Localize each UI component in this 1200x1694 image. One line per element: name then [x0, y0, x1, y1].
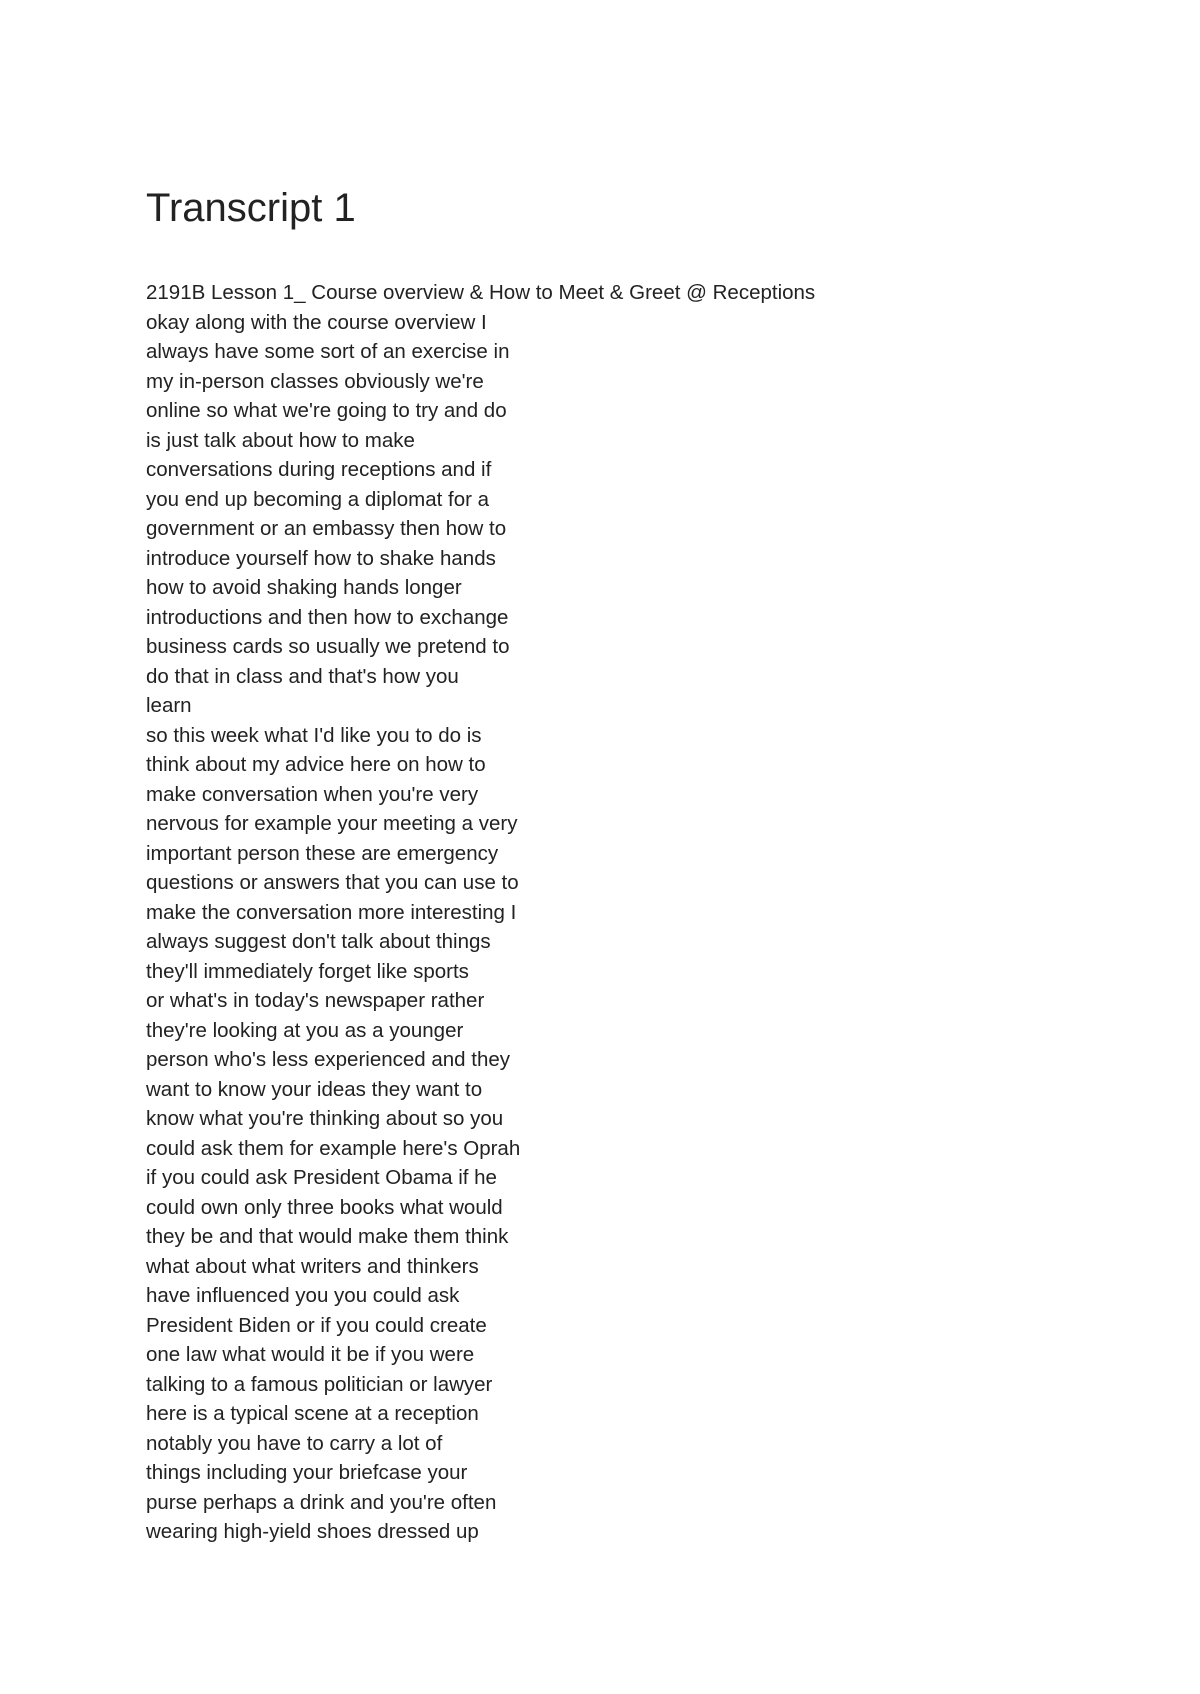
transcript-line: do that in class and that's how you: [146, 664, 459, 688]
transcript-line: introduce yourself how to shake hands: [146, 546, 496, 570]
transcript-line: important person these are emergency: [146, 841, 499, 865]
transcript-line: they'll immediately forget like sports: [146, 959, 469, 983]
transcript-line: make the conversation more interesting I: [146, 900, 517, 924]
transcript-line: wearing high-yield shoes dressed up: [146, 1520, 479, 1543]
transcript-line: introductions and then how to exchange: [146, 605, 509, 629]
transcript-line: conversations during receptions and if: [146, 458, 492, 481]
transcript-line: could ask them for example here's Oprah: [146, 1136, 521, 1160]
transcript-line: could own only three books what would: [146, 1195, 503, 1219]
transcript-line: how to avoid shaking hands longer: [146, 576, 462, 599]
transcript-body: [146, 308, 520, 1547]
transcript-line: learn: [146, 694, 192, 717]
transcript-line: is just talk about how to make: [146, 428, 415, 452]
transcript-line: they be and that would make them think: [146, 1225, 509, 1248]
transcript-line: or what's in today's newspaper rather: [146, 989, 485, 1012]
document-title: Transcript 1: [146, 186, 356, 230]
transcript-line: so this week what I'd like you to do is: [146, 723, 482, 747]
transcript-line: online so what we're going to try and do: [146, 399, 507, 422]
transcript-line: things including your briefcase your: [146, 1461, 468, 1484]
transcript-line: make conversation when you're very: [146, 782, 479, 806]
transcript-line: purse perhaps a drink and you're often: [146, 1490, 497, 1514]
transcript-line: want to know your ideas they want to: [146, 1077, 483, 1101]
lesson-heading: 2191B Lesson 1_ Course overview & How to Meet & Greet @ Receptions: [146, 281, 816, 304]
transcript-line: government or an embassy then how to: [146, 517, 507, 540]
transcript-line: okay along with the course overview I: [146, 310, 487, 334]
transcript-line: have influenced you you could ask: [146, 1284, 460, 1307]
transcript-line: know what you're thinking about so you: [146, 1107, 504, 1130]
transcript-line: they're looking at you as a younger: [146, 1018, 464, 1042]
transcript-line: think about my advice here on how to: [146, 753, 486, 776]
transcript-line: notably you have to carry a lot of: [146, 1431, 443, 1455]
transcript-line: person who's less experienced and they: [146, 1048, 511, 1071]
transcript-line: if you could ask President Obama if he: [146, 1166, 497, 1189]
transcript-line: here is a typical scene at a reception: [146, 1402, 479, 1425]
transcript-line: my in-person classes obviously we're: [146, 369, 484, 393]
transcript-line: one law what would it be if you were: [146, 1343, 475, 1366]
transcript-line: nervous for example your meeting a very: [146, 812, 518, 835]
transcript-line: always have some sort of an exercise in: [146, 340, 510, 363]
transcript-line: President Biden or if you could create: [146, 1313, 487, 1337]
transcript-line: questions or answers that you can use to: [146, 871, 519, 894]
transcript-line: always suggest don't talk about things: [146, 930, 491, 953]
transcript-line: what about what writers and thinkers: [146, 1254, 479, 1278]
transcript-line: you end up becoming a diplomat for a: [146, 487, 490, 511]
transcript-line: talking to a famous politician or lawyer: [146, 1372, 493, 1396]
transcript-line: business cards so usually we pretend to: [146, 635, 510, 658]
